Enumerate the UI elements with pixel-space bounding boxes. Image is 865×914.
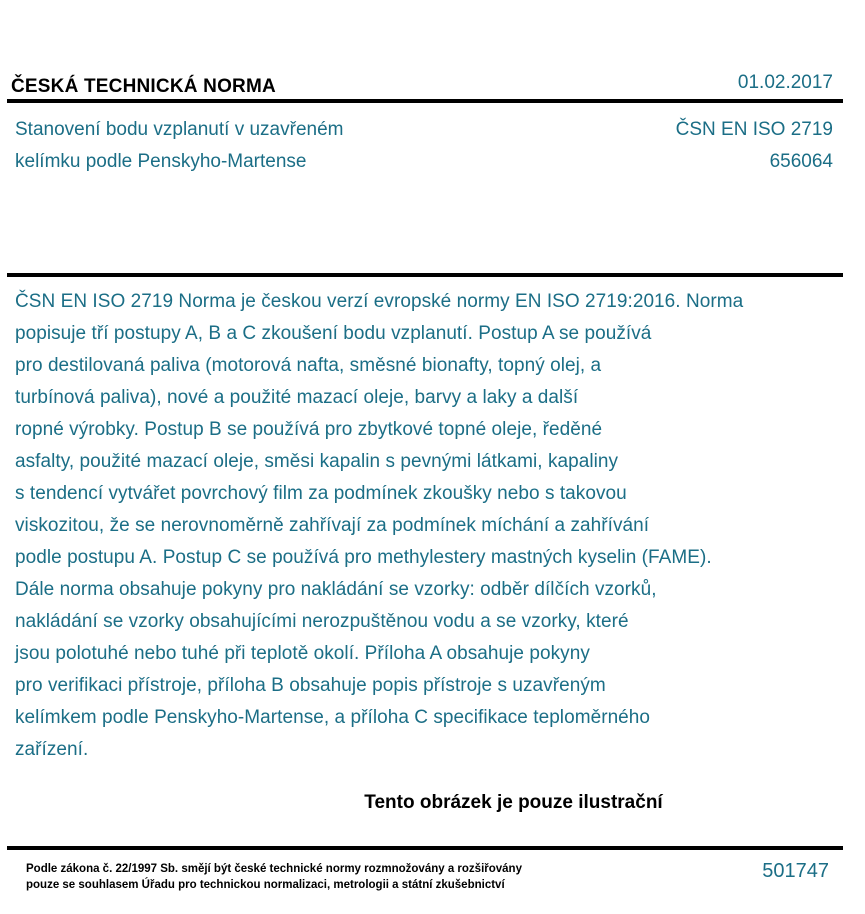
standard-number: ČSN EN ISO 2719 bbox=[675, 119, 833, 140]
subject-line: kelímku podle Penskyho-Martense bbox=[15, 151, 307, 172]
standard-subject bbox=[15, 114, 343, 178]
copyright-notice bbox=[26, 861, 522, 893]
catalog-number: 501747 bbox=[762, 860, 829, 882]
abstract-text bbox=[15, 286, 845, 766]
abstract-line: ČSN EN ISO 2719 Norma je českou verzí evropské normy EN ISO 2719:2016. Norma bbox=[15, 291, 744, 312]
abstract-line: s tendencí vytvářet povrchový film za podmínek zkoušky nebo s takovou bbox=[15, 483, 627, 504]
abstract-line: popisuje tří postupy A, B a C zkoušení bodu vzplanutí. Postup A se používá bbox=[15, 323, 652, 344]
copyright-line: pouze se souhlasem Úřadu pro technickou normalizaci, metrologii a státní zkušebnictví bbox=[26, 879, 505, 891]
abstract-line: pro destilovaná paliva (motorová nafta, směsné bionafty, topný olej, a bbox=[15, 355, 602, 376]
document-type-title: ČESKÁ TECHNICKÁ NORMA bbox=[11, 76, 276, 97]
footer-divider bbox=[7, 846, 843, 850]
abstract-divider bbox=[7, 273, 843, 277]
publication-date: 01.02.2017 bbox=[737, 72, 833, 93]
abstract-line: zařízení. bbox=[15, 739, 89, 760]
abstract-line: jsou polotuhé nebo tuhé při teplotě okolí. Příloha A obsahuje pokyny bbox=[15, 643, 590, 664]
abstract-line: ropné výrobky. Postup B se používá pro zbytkové topné oleje, ředěné bbox=[15, 419, 603, 440]
abstract-line: kelímkem podle Penskyho-Martense, a příloha C specifikace teploměrného bbox=[15, 707, 651, 728]
standard-codes bbox=[676, 114, 833, 178]
abstract-line: viskozitou, že se nerovnoměrně zahřívají za podmínek míchání a zahřívání bbox=[15, 515, 650, 536]
abstract-line: turbínová paliva), nové a použité mazací oleje, barvy a laky a další bbox=[15, 387, 579, 408]
copyright-line: Podle zákona č. 22/1997 Sb. smějí být české technické normy rozmnožovány a rozšiřovány bbox=[26, 863, 522, 875]
header-divider bbox=[7, 99, 843, 103]
abstract-line: podle postupu A. Postup C se používá pro methylestery mastných kyselin (FAME). bbox=[15, 547, 712, 568]
abstract-line: asfalty, použité mazací oleje, směsi kapalin s pevnými látkami, kapaliny bbox=[15, 451, 619, 472]
classification-number: 656064 bbox=[769, 151, 833, 172]
abstract-line: nakládání se vzorky obsahujícími nerozpuštěnou vodu a se vzorky, které bbox=[15, 611, 629, 632]
abstract-line: pro verifikaci přístroje, příloha B obsahuje popis přístroje s uzavřeným bbox=[15, 675, 606, 696]
abstract-line: Dále norma obsahuje pokyny pro nakládání se vzorky: odběr dílčích vzorků, bbox=[15, 579, 657, 600]
illustration-note: Tento obrázek je pouze ilustrační bbox=[364, 792, 663, 813]
subject-line: Stanovení bodu vzplanutí v uzavřeném bbox=[15, 119, 344, 140]
